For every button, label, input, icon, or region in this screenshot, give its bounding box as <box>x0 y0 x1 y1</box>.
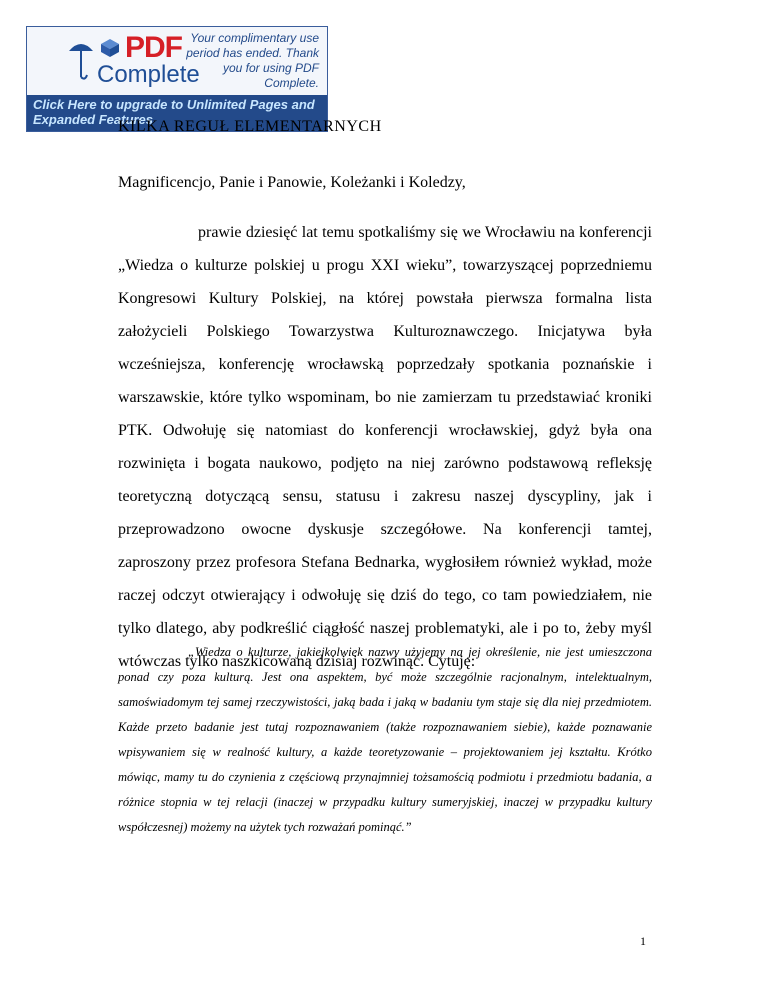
block-quote <box>118 640 652 840</box>
document-heading: KILKA REGUŁ ELEMENTARNYCH <box>118 118 382 135</box>
umbrella-icon <box>67 37 95 81</box>
cube-icon <box>99 37 121 59</box>
banner-top <box>27 27 327 95</box>
banner-message: Your complimentary use period has ended. Thank you for using PDF Complete. <box>186 31 319 90</box>
brand-complete: Complete <box>97 61 200 88</box>
main-paragraph <box>118 216 652 678</box>
page-number: 1 <box>640 934 646 948</box>
greeting-line: Magnificencjo, Panie i Panowie, Koleżanki i Koledzy, <box>118 174 466 191</box>
upgrade-link[interactable]: Click Here to upgrade to Unlimited Pages and Expanded Features <box>33 97 315 127</box>
brand-pdf: PDF <box>125 31 182 64</box>
paragraph-text: prawie dziesięć lat temu spotkaliśmy się we Wrocławiu na konferencji „Wiedza o kulturze polskiej u progu XXI wieku”, towarzyszącej poprzedniemu Kongresowi Kultury Polskiej, na której powstała pierwsza formalna lista założycieli Polskiego Towarzystwa Kulturoznawczego. Inicjatywa była wcześniejsza, konferencję wrocławską poprzedzały spotkania poznańskie i warszawskie, które tylko wspominam, bo nie zamierzam tu przedstawiać kroniki PTK. Odwołuję się natomiast do konferencji wrocławskiej, gdyż była ona rozwinięta i bogata naukowo, podjęto na niej zarówno podstawową refleksję teoretyczną dotyczącą sensu, statusu i zakresu naszej dyscypliny, jak i przeprowadzono owocne dyskusje szczegółowe. Na konferencji tamtej, zaproszony przez profesora Stefana Bednarka, wygłosiłem również wykład, może raczej odczyt otwierający i odwołuję się dziś do tego, co tam powiedziałem, nie tylko dlatego, aby podkreślić ciągłość naszej problematyki, ale i po to, żeby myśl wtówczas tylko naszkicowaną dzisiaj rozwinąć. Cytuję: <box>118 224 652 670</box>
pdf-complete-banner[interactable] <box>26 26 328 132</box>
quote-text: „Wiedza o kulturze, jakiejkolwiek nazwy użyjemy na jej określenie, nie jest umieszczona ponad czy poza kulturą. Jest ona aspektem, być może szczególnie racjonalnym, intelektualnym, samoświadomym tej samej rzeczywistości, jaką bada i jaką w badaniu tym staje się dla niej przedmiotem. Każde przeto badanie jest tutaj rozpoznawaniem (także rozpoznawaniem siebie), każde poznawanie wpisywaniem się w realność kultury, a każde teoretyzowanie – projektowaniem jej kształtu. Krótko mówiąc, mamy tu do czynienia z częściową przynajmniej tożsamością podmiotu i przedmiotu badania, a różnice stopnia w tej relacji (inaczej w przypadku kultury sumeryjskiej, inaczej w przypadku kultury współczesnej) możemy na użytek tych rozważań pominąć.” <box>118 645 652 834</box>
